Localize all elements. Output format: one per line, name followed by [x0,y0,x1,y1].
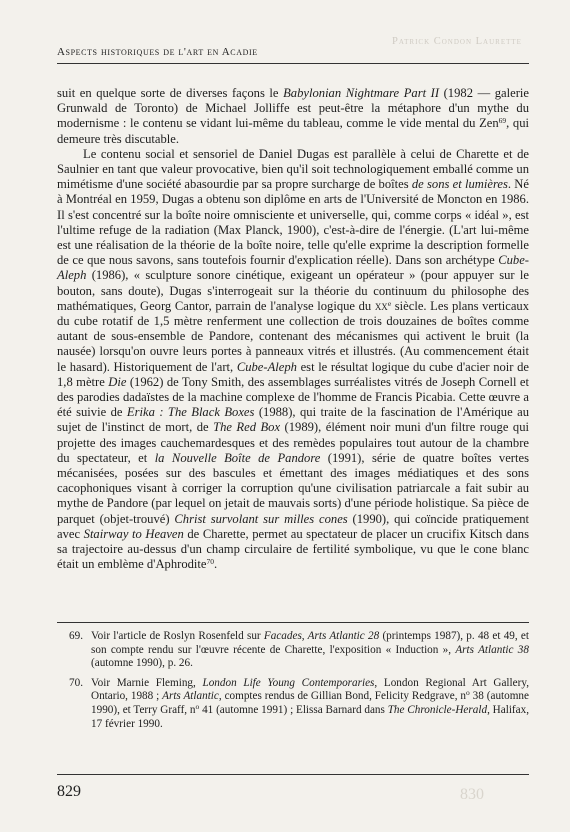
running-header: Aspects historiques de l'art en Acadie [57,46,258,58]
bleed-through-header: Patrick Condon Laurette [392,36,522,47]
footnote-70 [57,677,529,731]
footnotes [57,630,529,737]
footer-divider [57,774,529,775]
bleed-through-page-number: 830 [460,786,484,803]
footnote-ref-69[interactable]: 69 [498,116,507,126]
footnotes-divider [57,622,529,623]
footnote-text: Voir l'article de Roslyn Rosenfeld sur Facades, Arts Atlantic 28 (printemps 1987), p. 48 et 49, et son compte rendu sur l'œuvre récente de Charette, l'exposition « Induction », Arts Atlantic 38 (automne 1990), p. 26. [91,630,529,670]
page-number: 829 [57,783,81,800]
footnote-text: Voir Marnie Fleming, London Life Young Contemporaries, London Regional Art Gallery, Ontario, 1988 ; Arts Atlantic, comptes rendus de Gillian Bond, Felicity Redgrave, $n^o$ 38 (automne 1990), et Terry Graff, $n^o$ 41 (automne 1991) ; Elissa Barnard dans The Chronicle-Herald, Halifax, 17 février 1990. [91,676,530,730]
paragraph-2: Le contenu social et sensoriel de Daniel Dugas est parallèle à celui de Charette et de Saulnier en tant que valeur provocative, bien qu'il soit technologiquement emballé comme un mimétisme d'une société abasourdie par sa propre surcharge de boîtes de sons et lumières. Né à Montréal en 1959, Dugas a obtenu son diplôme en arts de l'Université de Moncton en 1986. Il s'est concentré sur la boîte noire omnisciente et universelle, qui, comme corps « idéal », est l'ultime refuge de la radiation (Max Planck, 1900), c'est-à-dire de l'énergie. (L'art lui-même est une réalisation de la théorie de la boîte noire, telle qu'elle exprime la description formelle de ce que nous savons, sans toutefois fournir d'explication réelle). Dans son archétype Cube-Aleph (1986), « sculpture sonore cinétique, exigeant un opérateur » (pour appuyer sur le bouton, sans doute), Dugas s'interrogeait sur la théorie du continuum du philosophe des mathématiques, Georg Cantor, parrain de l'analyse logique du $xx^e$ siècle. Les plans verticaux du cube rotatif de 1,5 mètre renferment une collection de trois douzaines de boîtes comme autant de sous-ensemble de Pandore, contenant des mécanismes qui activent le bruit (la nausée) lorsqu'on ouvre leurs portes à panneaux vitrés et illustrés. (Au commencement était le hasard). Historiquement de l'art, Cube-Aleph est le résultat logique du cube d'acier noir de 1,8 mètre Die (1962) de Tony Smith, des assemblages surréalistes vitrés de Joseph Cornell et des parodies dadaïstes de la machine complexe de l'homme de Francis Picabia. Cette œuvre a été suivie de Erika : The Black Boxes (1988), qui traite de la fascination de l'Amérique au sujet de l'instinct de mort, de The Red Box (1989), élément noir muni d'un filtre rouge qui projette des images cauchemardesques et des remèdes populaires tout autour de la chambre du spectateur, et la Nouvelle Boîte de Pandore (1991), série de quatre boîtes vertes mécanisées, posées sur des bascules et émettant des images médiatiques et des sons cacophoniques visant à corriger la corruption qu'une civilisation patriarcale a fait subir au mythe de Pandore (par lequel on jetait de mauvais sorts) d'une période holistique. Sa pièce de parquet (objet-trouvé) Christ survolant sur milles cones (1990), qui coïncide pratiquement avec Stairway to Heaven de Charette, permet au spectateur de placer un crucifix Kitsch dans sa trajectoire au-dessus d'un champ circulaire de fertilité symbolique, vu que le cone blanc était un emblème d'Aphrodite$^{70}$. [57,146,529,572]
footnote-number: 69. [69,630,83,642]
main-text [57,86,529,573]
paragraph-1: suit en quelque sorte de diverses façons le Babylonian Nightmare Part II (1982 — galerie Grunwald de Toronto) de Michael Jolliffe est peut-être la métaphore d'un mythe du modernisme : le contenu se vidant lui-même du tableau, comme le vide mental du Zen$^{69}$, qui demeure très discutable. [57,86,530,146]
footnote-number: 70. [69,676,83,689]
footnote-69 [57,630,529,671]
header-divider [57,63,529,64]
footnote-ref-70[interactable]: 70 [206,557,215,567]
